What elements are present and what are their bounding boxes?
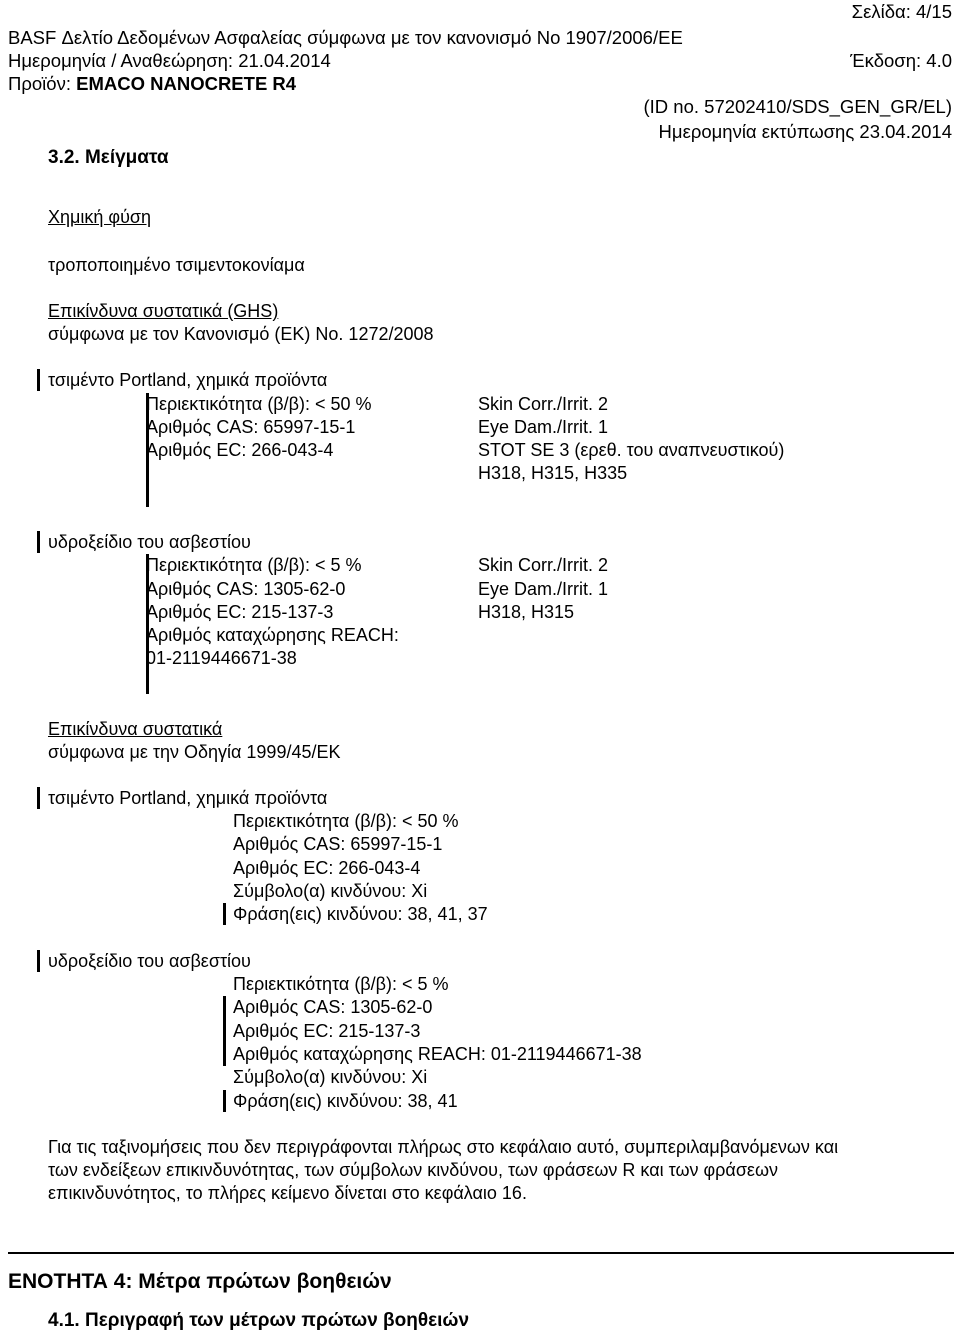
- change-bar: [37, 787, 40, 809]
- footnote-line: Για τις ταξινομήσεις που δεν περιγράφονται πλήρως στο κεφάλαιο αυτό, συμπεριλαμβανόμενων και: [48, 1137, 839, 1157]
- footnote-line: των ενδείξεων επικινδυνότητας, των σύμβολων κινδύνου, των φράσεων R και των φράσεων: [48, 1160, 779, 1180]
- ghs-subheading: σύμφωνα με τον Κανονισμό (ΕΚ) No. 1272/2008: [48, 324, 434, 344]
- component-name: υδροξείδιο του ασβεστίου: [48, 532, 251, 552]
- component-detail: Αριθμός CAS: 1305-62-0: [146, 579, 346, 599]
- component-detail: Αριθμός EC: 266-043-4: [233, 858, 421, 878]
- classification: STOT SE 3 (ερεθ. του αναπνευστικού): [478, 440, 785, 460]
- component-detail: Αριθμός καταχώρησης REACH: 01-2119446671-38: [233, 1044, 642, 1064]
- product-name: EMACO NANOCRETE R4: [76, 73, 297, 94]
- section-4-heading: ΕΝΟΤΗΤΑ 4: Μέτρα πρώτων βοηθειών: [8, 1270, 392, 1293]
- classification: Eye Dam./Irrit. 1: [478, 579, 609, 599]
- chemical-nature-value: τροποποιημένο τσιμεντοκονίαμα: [48, 255, 305, 275]
- document-title: BASF Δελτίο Δεδομένων Ασφαλείας σύμφωνα με τον κανονισμό No 1907/2006/EE: [8, 27, 683, 48]
- dsd-subheading: σύμφωνα με την Οδηγία 1999/45/ΕΚ: [48, 742, 341, 762]
- component-detail: Αριθμός CAS: 65997-15-1: [233, 834, 443, 854]
- change-bar: [223, 996, 226, 1066]
- component-detail: Περιεκτικότητα (β/β): < 5 %: [233, 974, 449, 994]
- revision-date: Ημερομηνία / Αναθεώρηση: 21.04.2014: [8, 50, 331, 71]
- change-bar: [37, 950, 40, 972]
- component-detail: Περιεκτικότητα (β/β): < 5 %: [146, 555, 362, 575]
- classification: Eye Dam./Irrit. 1: [478, 417, 609, 437]
- component-detail: Φράση(εις) κινδύνου: 38, 41: [233, 1091, 458, 1111]
- hazard-statements: H318, H315: [478, 602, 575, 622]
- component-detail: Αριθμός καταχώρησης REACH:: [146, 625, 399, 645]
- change-bar: [37, 531, 40, 553]
- component-detail: Φράση(εις) κινδύνου: 38, 41, 37: [233, 904, 488, 924]
- component-name: τσιμέντο Portland, χημικά προϊόντα: [48, 370, 328, 390]
- component-detail: 01-2119446671-38: [146, 648, 297, 668]
- footnote-line: επικινδυνότητος, το πλήρες κείμενο δίνεται στο κεφάλαιο 16.: [48, 1183, 527, 1203]
- print-date: Ημερομηνία εκτύπωσης 23.04.2014: [658, 121, 952, 142]
- component-detail: Αριθμός CAS: 1305-62-0: [233, 997, 433, 1017]
- product-line: [8, 72, 296, 95]
- dsd-heading: Επικίνδυνα συστατικά: [48, 719, 223, 739]
- component-name: τσιμέντο Portland, χημικά προϊόντα: [48, 788, 328, 808]
- id-number: (ID no. 57202410/SDS_GEN_GR/EL): [643, 96, 952, 117]
- component-detail: Αριθμός EC: 266-043-4: [146, 440, 334, 460]
- component-name: υδροξείδιο του ασβεστίου: [48, 951, 251, 971]
- change-bar: [223, 1090, 226, 1112]
- section-divider: [8, 1252, 954, 1254]
- chemical-nature-label: Χημική φύση: [48, 207, 152, 227]
- ghs-heading: Επικίνδυνα συστατικά (GHS): [48, 301, 279, 321]
- component-detail: Σύμβολο(α) κινδύνου: Xi: [233, 1067, 428, 1087]
- change-bar: [223, 903, 226, 925]
- component-detail: Αριθμός EC: 215-137-3: [233, 1021, 421, 1041]
- page-number: Σελίδα: 4/15: [851, 1, 952, 22]
- classification: Skin Corr./Irrit. 2: [478, 555, 609, 575]
- version: Έκδοση: 4.0: [850, 50, 952, 71]
- component-detail: Αριθμός CAS: 65997-15-1: [146, 417, 356, 437]
- component-detail: Σύμβολο(α) κινδύνου: Xi: [233, 881, 428, 901]
- classification: Skin Corr./Irrit. 2: [478, 394, 609, 414]
- section-4-1-heading: 4.1. Περιγραφή των μέτρων πρώτων βοηθειών: [48, 1310, 470, 1331]
- component-detail: Περιεκτικότητα (β/β): < 50 %: [146, 394, 372, 414]
- hazard-statements: H318, H315, H335: [478, 463, 628, 483]
- section-3-2-heading: 3.2. Μείγματα: [48, 147, 169, 168]
- change-bar: [37, 369, 40, 391]
- component-detail: Αριθμός EC: 215-137-3: [146, 602, 334, 622]
- product-label: Προϊόν:: [8, 73, 71, 94]
- component-detail: Περιεκτικότητα (β/β): < 50 %: [233, 811, 459, 831]
